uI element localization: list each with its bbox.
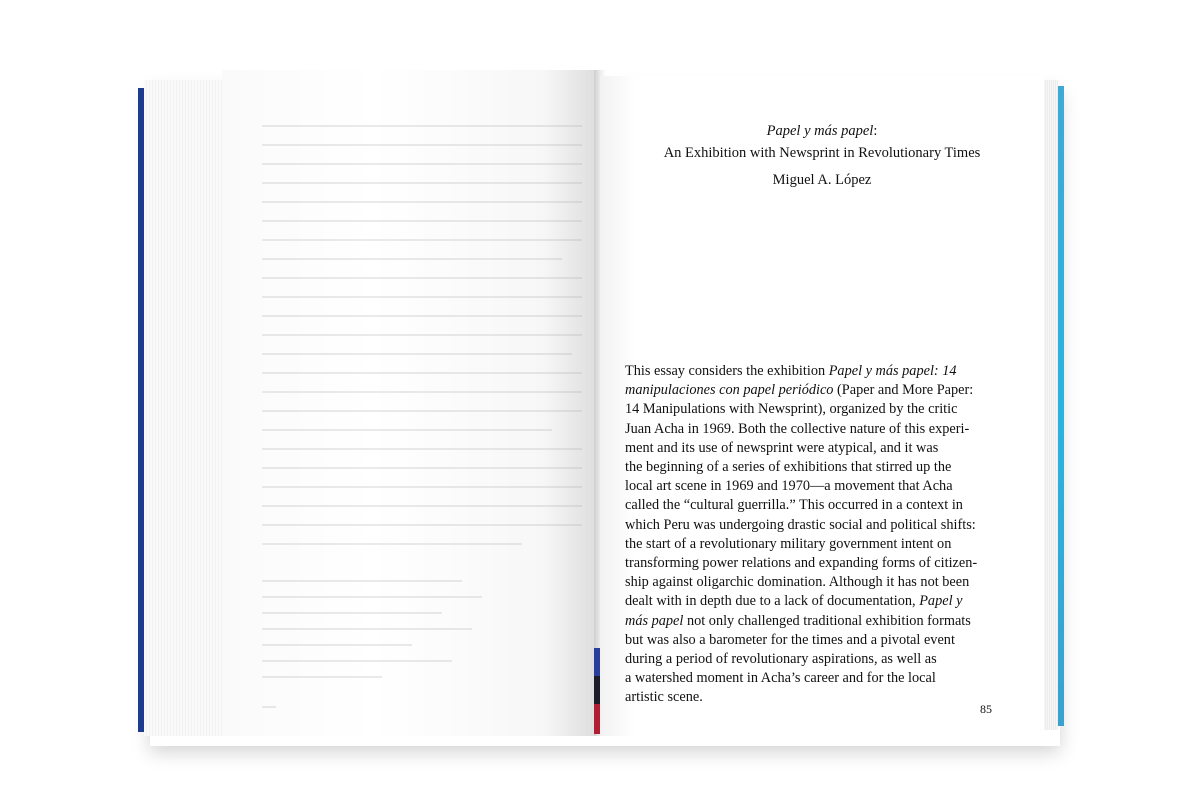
show-through-line (262, 334, 582, 336)
show-through-line (262, 486, 582, 488)
author-name: Miguel A. López (772, 172, 872, 188)
abstract-line (625, 496, 1015, 515)
show-through-line (262, 372, 582, 374)
abstract-line (625, 554, 1015, 573)
show-through-line (262, 612, 442, 614)
show-through-line (262, 182, 582, 184)
show-through-line (262, 467, 582, 469)
show-through-line (262, 660, 452, 662)
abstract-text: ship against oligarchic domination. Although it has not been (625, 574, 970, 591)
show-through-line (262, 628, 472, 630)
show-through-line (262, 644, 412, 646)
show-through-line (262, 410, 582, 412)
abstract-line (625, 650, 1015, 669)
abstract-italic-text: manipulaciones con papel periódico (625, 382, 834, 399)
show-through-line (262, 144, 582, 146)
abstract-text: the start of a revolutionary military government intent on (625, 535, 952, 552)
show-through-line (262, 163, 582, 165)
show-through-line (262, 676, 382, 678)
abstract-text: local art scene in 1969 and 1970—a movement that Acha (625, 478, 953, 495)
abstract-text: Juan Acha in 1969. Both the collective nature of this experi- (625, 420, 970, 437)
abstract-text: but was also a barometer for the times and a pivotal event (625, 631, 955, 648)
show-through-line (262, 448, 582, 450)
abstract-text: called the “cultural guerrilla.” This occurred in a context in (625, 497, 963, 514)
show-through-line (262, 315, 582, 317)
abstract-line (625, 669, 1015, 688)
abstract-line (625, 688, 1015, 707)
show-through-line (262, 580, 462, 582)
essay-title (600, 120, 1044, 164)
abstract-text: dealt with in depth due to a lack of documentation, (625, 593, 920, 610)
show-through-line (262, 391, 582, 393)
abstract-line (625, 458, 1015, 477)
abstract-text: not only challenged traditional exhibition formats (683, 612, 971, 629)
abstract-line (625, 612, 1015, 631)
abstract-line (625, 477, 1015, 496)
abstract-line (625, 420, 1015, 439)
show-through-line (262, 429, 552, 431)
abstract-text: transforming power relations and expanding forms of citizen- (625, 555, 978, 572)
abstract-italic-text: Papel y (919, 593, 963, 610)
right-page-stack (1044, 80, 1058, 730)
abstract-text: during a period of revolutionary aspirations, as well as (625, 651, 937, 668)
abstract-line (625, 631, 1015, 650)
abstract-text: the beginning of a series of exhibitions that stirred up the (625, 459, 952, 476)
show-through-line (262, 543, 522, 545)
abstract-line (625, 381, 1015, 400)
show-through-line (262, 296, 582, 298)
abstract-line (625, 573, 1015, 592)
show-through-line (262, 505, 582, 507)
abstract-text: ment and its use of newsprint were atypical, and it was (625, 439, 939, 456)
show-through-folio (262, 706, 276, 708)
title-colon: : (873, 123, 878, 139)
abstract-line (625, 592, 1015, 611)
show-through-line (262, 239, 582, 241)
show-through-line (262, 596, 482, 598)
abstract-text: a watershed moment in Acha’s career and for the local (625, 670, 936, 687)
left-page-stack (144, 80, 232, 736)
abstract-italic-text: Papel y más papel: 14 (828, 363, 957, 379)
essay-subtitle: An Exhibition with Newsprint in Revolutionary Times (663, 145, 981, 161)
page-number: 85 (980, 702, 992, 716)
abstract-paragraph (625, 362, 1015, 708)
show-through-line (262, 220, 582, 222)
show-through-line (262, 277, 582, 279)
show-through-line (262, 201, 582, 203)
abstract-italic-text: más papel (625, 612, 684, 629)
show-through-line (262, 524, 582, 526)
abstract-line (625, 516, 1015, 535)
abstract-text: artistic scene. (625, 689, 703, 706)
show-through-line (262, 258, 562, 260)
right-cover-edge (1058, 86, 1064, 726)
show-through-line (262, 125, 582, 127)
left-page (222, 70, 600, 736)
show-through-line (262, 353, 572, 355)
abstract-line (625, 400, 1015, 419)
abstract-text: 14 Manipulations with Newsprint), organized by the critic (625, 401, 958, 418)
abstract-text: This essay considers the exhibition (625, 363, 829, 379)
abstract-text: which Peru was undergoing drastic social and political shifts: (625, 516, 976, 533)
title-italic: Papel y más papel (766, 123, 874, 139)
abstract-line (625, 535, 1015, 554)
abstract-line (625, 362, 1015, 381)
abstract-line (625, 439, 1015, 458)
abstract-text: (Paper and More Paper: (833, 382, 974, 399)
